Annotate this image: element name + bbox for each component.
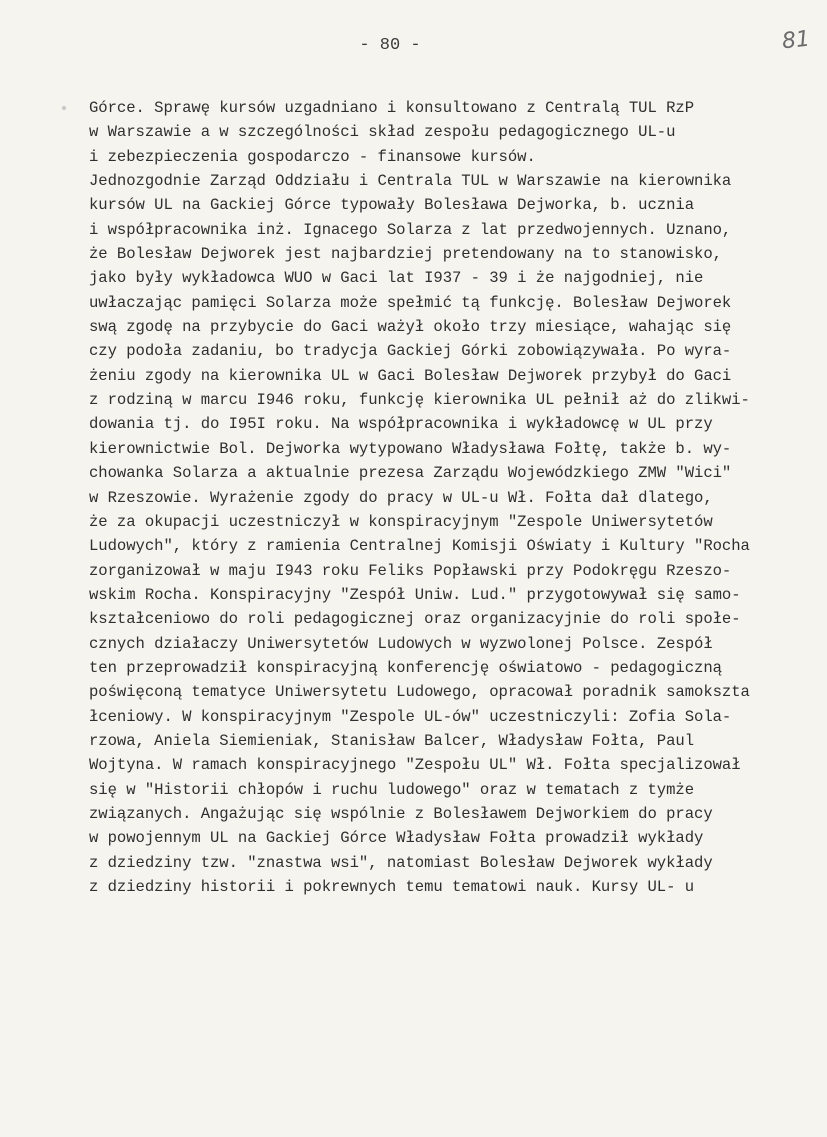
text-line: uwłaczając pamięci Solarza może spełmić tą funkcję. Bolesław Dejworek <box>89 293 732 312</box>
handwritten-archive-number: 81 <box>780 26 812 55</box>
text-line: cznych działaczy Uniwersytetów Ludowych w wyzwolonej Polsce. Zespół <box>89 634 713 653</box>
text-line: że Bolesław Dejworek jest najbardziej pretendowany na to stanowisko, <box>89 245 722 264</box>
text-line: Jednozgodnie Zarząd Oddziału i Centrala TUL w Warszawie na kierownika <box>89 172 732 191</box>
text-line: swą zgodę na przybycie do Gaci ważył około trzy miesiące, wahając się <box>89 318 732 337</box>
text-line: łceniowy. W konspiracyjnym "Zespole UL-ów" uczestniczyli: Zofia Sola- <box>89 707 732 726</box>
typewritten-text-body <box>89 96 827 899</box>
text-line: Górce. Sprawę kursów uzgadniano i konsultowano z Centralą TUL RzP <box>89 99 695 117</box>
text-line: jako były wykładowca WUO w Gaci lat I937 - 39 i że najgodniej, nie <box>89 269 704 288</box>
page-number: - 80 - <box>359 36 421 55</box>
text-line: z dziedziny historii i pokrewnych temu tematowi nauk. Kursy UL- u <box>89 878 695 896</box>
text-line: w Warszawie a w szczególności skład zespołu pedagogicznego UL-u <box>89 123 676 142</box>
text-line: rzowa, Aniela Siemieniak, Stanisław Balcer, Władysław Fołta, Paul <box>89 731 695 750</box>
text-line: Ludowych", który z ramienia Centralnej Komisji Oświaty i Kultury "Rocha <box>89 537 750 556</box>
text-line: że za okupacji uczestniczył w konspiracyjnym "Zespole Uniwersytetów <box>89 512 713 531</box>
text-line: z dziedziny tzw. "znastwa wsi", natomiast Bolesław Dejworek wykłady <box>89 853 713 872</box>
text-line: kursów UL na Gackiej Górce typowały Bolesława Dejworka, b. ucznia <box>89 196 695 215</box>
text-line: poświęconą tematyce Uniwersytetu Ludowego, opracował poradnik samokszta <box>89 683 750 702</box>
text-line: w powojennym UL na Gackiej Górce Władysław Fołta prowadził wykłady <box>89 829 704 848</box>
text-line: zorganizował w maju I943 roku Feliks Popławski przy Podokręgu Rzeszo- <box>89 561 732 580</box>
text-line: czy podoła zadaniu, bo tradycja Gackiej Górki zobowiązywała. Po wyra- <box>89 342 732 361</box>
text-line: kształceniowo do roli pedagogicznej oraz organizacyjnie do roli społe- <box>89 610 741 629</box>
text-line: dowania tj. do I95I roku. Na współpracownika i wykładowcę w UL przy <box>89 415 713 434</box>
margin-mark <box>62 106 66 110</box>
text-line: z rodziną w marcu I946 roku, funkcję kierownika UL pełnił aż do zlikwi- <box>89 391 750 410</box>
text-line: się w "Historii chłopów i ruchu ludowego" oraz w tematach z tymże <box>89 780 695 799</box>
text-line: ten przeprowadził konspiracyjną konferencję oświatowo - pedagogiczną <box>89 658 722 677</box>
text-line: żeniu zgody na kierownika UL w Gaci Bolesław Dejworek przybył do Gaci <box>89 366 732 385</box>
text-line: w Rzeszowie. Wyrażenie zgody do pracy w UL-u Wł. Fołta dał dlatego, <box>89 488 713 507</box>
text-line: i współpracownika inż. Ignacego Solarza z lat przedwojennych. Uznano, <box>89 220 732 239</box>
text-line: chowanka Solarza a aktualnie prezesa Zarządu Wojewódzkiego ZMW "Wici" <box>89 464 732 483</box>
text-line: kierownictwie Bol. Dejworka wytypowano Władysława Fołtę, także b. wy- <box>89 439 732 458</box>
text-line: Wojtyna. W ramach konspiracyjnego "Zespołu UL" Wł. Fołta specjalizował <box>89 756 741 775</box>
text-line: i zebezpieczenia gospodarczo - finansowe kursów. <box>89 147 536 166</box>
text-line: wskim Rocha. Konspiracyjny "Zespół Uniw. Lud." przygotowywał się samo- <box>89 585 741 604</box>
text-line: związanych. Angażując się wspólnie z Bolesławem Dejworkiem do pracy <box>89 804 713 823</box>
